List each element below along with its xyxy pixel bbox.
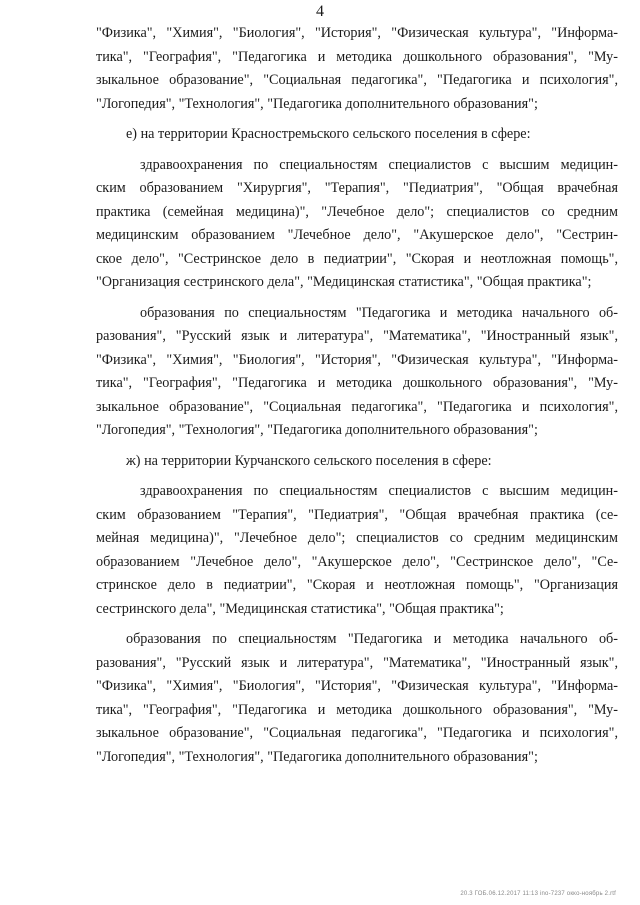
text-line: сестринского дела", "Медицинская статистика", "Общая практика"; bbox=[96, 600, 504, 617]
text-line: "Логопедия", "Технология", "Педагогика дополнительного образования"; bbox=[96, 422, 538, 438]
text-line: "Логопедия", "Технология", "Педагогика дополнительного образования"; bbox=[96, 95, 538, 112]
paragraph-gap bbox=[96, 443, 618, 450]
text-line: е) на территории Красностремьского сельского поселения в сфере: bbox=[126, 126, 531, 142]
text-line: практика (семейная медицина)", "Лечебное дело"; специалистов со средним bbox=[96, 203, 618, 220]
text-line: "Физика", "Химия", "Биология", "История", "Физическая культура", "Информа- bbox=[96, 678, 618, 694]
text-line: тика", "География", "Педагогика и методика дошкольного образования", "Му- bbox=[96, 701, 618, 718]
text-line: образования по специальностям "Педагогика и методика начального об- bbox=[140, 304, 618, 321]
paragraph-gap bbox=[96, 473, 618, 480]
text-line: мейная медицина)", "Лечебное дело"; специалистов со средним медицинским bbox=[96, 530, 618, 546]
text-line: зыкальное образование", "Социальная педагогика", "Педагогика и психология", bbox=[96, 72, 618, 88]
text-line: тика", "География", "Педагогика и методика дошкольного образования", "Му- bbox=[96, 375, 618, 391]
text-line: "Физика", "Химия", "Биология", "История", "Физическая культура", "Информа- bbox=[96, 25, 618, 41]
paragraph-gap bbox=[96, 116, 618, 123]
text-line: здравоохранения по специальностям специалистов с высшим медицин- bbox=[140, 156, 618, 173]
paragraph-gap bbox=[96, 295, 618, 302]
text-line: ж) на территории Курчанского сельского поселения в сфере: bbox=[126, 452, 492, 469]
paragraph-gap bbox=[96, 147, 618, 154]
page-number: 4 bbox=[316, 3, 324, 20]
text-line: зыкальное образование", "Социальная педагогика", "Педагогика и психология", bbox=[96, 725, 618, 741]
document-body bbox=[96, 22, 618, 769]
text-line: зыкальное образование", "Социальная педагогика", "Педагогика и психология", bbox=[96, 398, 618, 415]
text-line: разования", "Русский язык и литература", "Математика", "Иностранный язык", bbox=[96, 328, 618, 344]
text-line: здравоохранения по специальностям специалистов с высшим медицин- bbox=[140, 483, 618, 499]
text-line: "Физика", "Химия", "Биология", "История", "Физическая культура", "Информа- bbox=[96, 351, 618, 368]
text-line: "Организация сестринского дела", "Медицинская статистика", "Общая практика"; bbox=[96, 274, 592, 290]
text-line: ское дело", "Сестринское дело в педиатрии", "Скорая и неотложная помощь", bbox=[96, 250, 618, 267]
text-line: ским образованием "Терапия", "Педиатрия", "Общая врачебная практика (се- bbox=[96, 506, 618, 523]
paragraph-gap bbox=[96, 621, 618, 628]
footer-stamp: 20.3 ГОБ.06.12.2017 11:13 ino-7237 окко-ноябрь 2.rtf bbox=[460, 891, 616, 897]
text-line: образования по специальностям "Педагогика и методика начального об- bbox=[126, 631, 618, 647]
text-line: ским образованием "Хирургия", "Терапия", "Педиатрия", "Общая врачебная bbox=[96, 180, 618, 196]
text-line: тика", "География", "Педагогика и методика дошкольного образования", "Му- bbox=[96, 48, 618, 65]
text-line: стринское дело в педиатрии", "Скорая и неотложная помощь", "Организация bbox=[96, 577, 618, 593]
text-line: "Логопедия", "Технология", "Педагогика дополнительного образования"; bbox=[96, 748, 538, 765]
text-line: образованием "Лечебное дело", "Акушерское дело", "Сестринское дело", "Се- bbox=[96, 553, 618, 570]
text-line: разования", "Русский язык и литература", "Математика", "Иностранный язык", bbox=[96, 654, 618, 671]
text-line: медицинским образованием "Лечебное дело", "Акушерское дело", "Сестрин- bbox=[96, 227, 618, 243]
